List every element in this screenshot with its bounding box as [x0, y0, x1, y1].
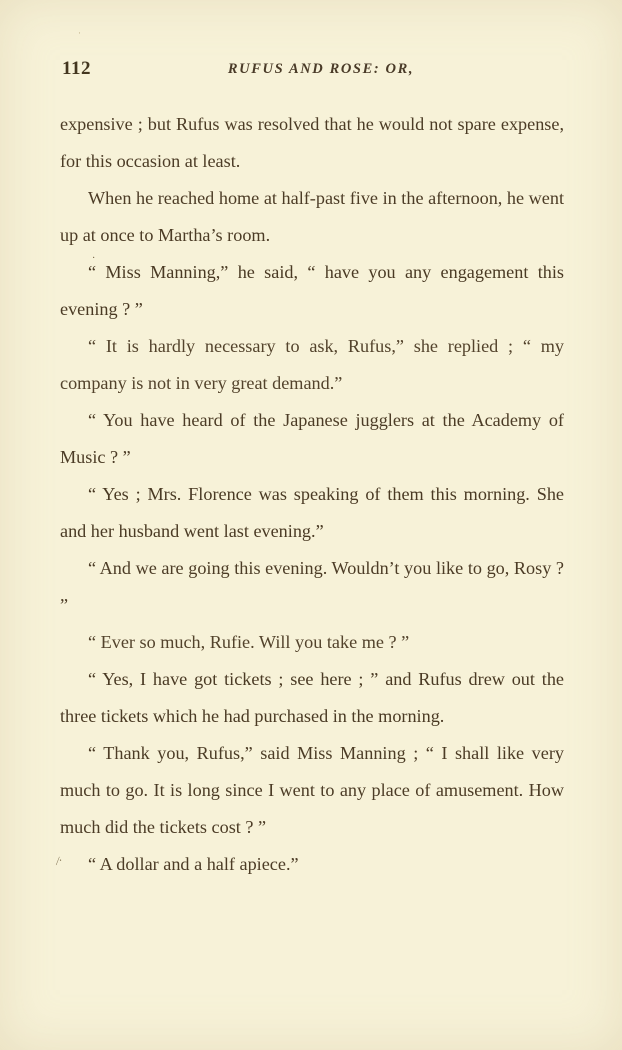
running-head: RUFUS AND ROSE: OR,: [227, 61, 415, 77]
page-number: 112: [62, 58, 91, 79]
paragraph: “ And we are going this evening. Wouldn’t you like to go, Rosy ? ”: [60, 558, 564, 615]
paragraph: “ Thank you, Rufus,” said Miss Manning ; “ I shall like very much to go. It is long since I went to any place of amusement. How much did the tickets cost ? ”: [60, 743, 564, 837]
paragraph: expensive ; but Rufus was resolved that he would not spare expense, for this occasion at least.: [60, 114, 564, 171]
paragraph: “ Miss Manning,” he said, “ have you any engagement this evening ? ”: [60, 262, 564, 319]
ink-speck-icon: ·: [78, 28, 81, 38]
page-header: [62, 58, 560, 82]
paragraph: “ Yes ; Mrs. Florence was speaking of them this morning. She and her husband went last evening.”: [60, 484, 564, 541]
paragraph: “ Yes, I have got tickets ; see here ; ” and Rufus drew out the three tickets which he had purchased in the morning.: [60, 669, 564, 726]
margin-mark-icon: ⁄·: [55, 854, 64, 868]
page-body: [60, 106, 564, 883]
ink-speck-icon: ·: [92, 253, 96, 264]
paragraph: “ You have heard of the Japanese jugglers at the Academy of Music ? ”: [60, 410, 564, 467]
paragraph: “ A dollar and a half apiece.”: [88, 854, 299, 874]
paragraph: When he reached home at half-past five in the afternoon, he went up at once to Martha’s room.: [60, 188, 564, 245]
paragraph: “ Ever so much, Rufie. Will you take me ? ”: [88, 632, 410, 652]
paragraph: “ It is hardly necessary to ask, Rufus,” she replied ; “ my company is not in very great demand.”: [60, 336, 564, 393]
